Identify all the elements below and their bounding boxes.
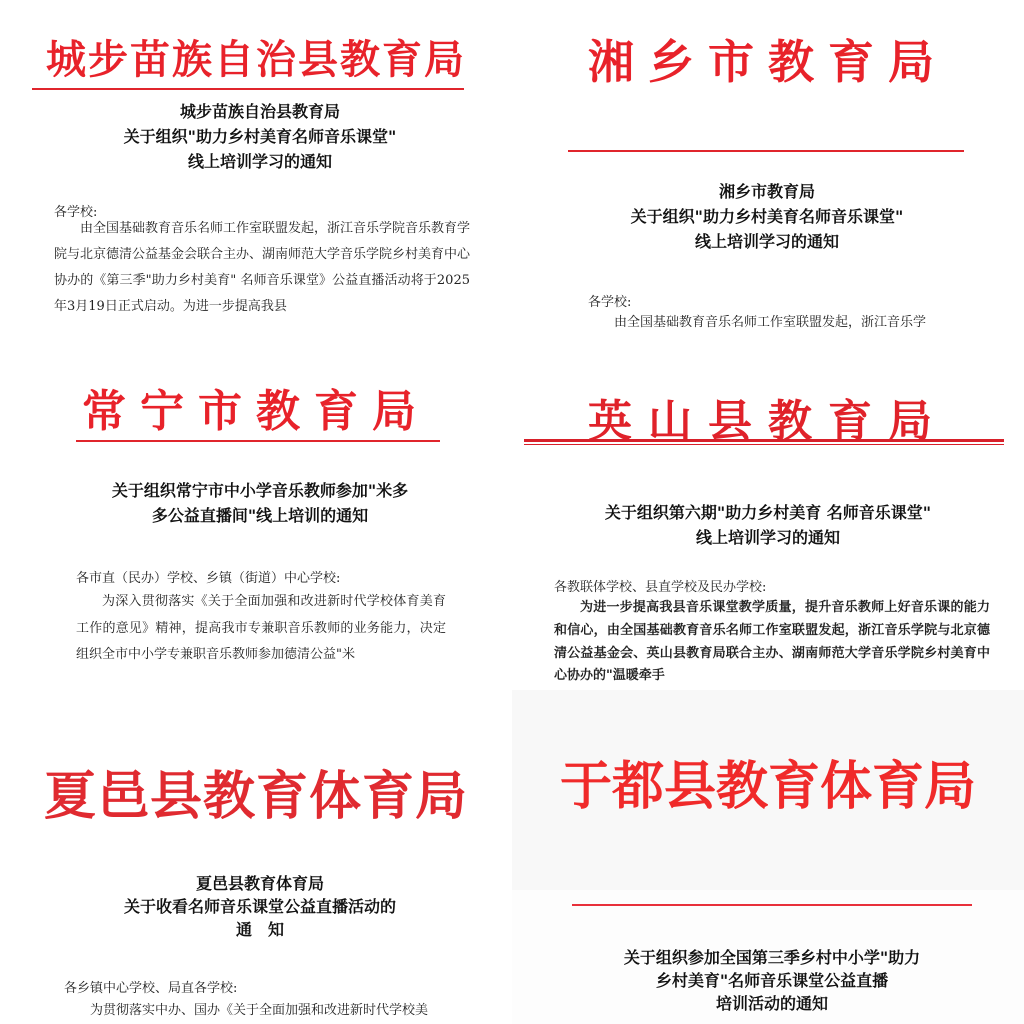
issuer-header: 城步苗族自治县教育局 (46, 36, 466, 83)
salutation: 各学校: (54, 205, 98, 220)
issuer-header: 于都县教育体育局 (559, 756, 976, 817)
salutation: 各教联体学校、县直学校及民办学校: (554, 580, 767, 595)
header-rule (32, 88, 464, 90)
notice-panel-yudu (512, 690, 1024, 1024)
notice-panel-xiayi (0, 690, 512, 1024)
notice-body: 为深入贯彻落实《关于全面加强和改进新时代学校体育美育工作的意见》精神，提高我市专兼职音乐教师的业务能力，决定组织全市中小学专兼职音乐教师参加德清公益"米 (76, 594, 446, 663)
salutation: 各市直（民办）学校、乡镇（街道）中心学校: (76, 571, 341, 586)
notice-title: 夏邑县教育体育局 关于收看名师音乐课堂公益直播活动的 通 知 (123, 874, 396, 940)
notice-body: 由全国基础教育音乐名师工作室联盟发起，浙江音乐学 (614, 315, 927, 330)
salutation: 各学校: (588, 295, 632, 310)
issuer-header: 常宁市教育局 (82, 386, 430, 437)
issuer-header: 夏邑县教育体育局 (43, 766, 468, 827)
notice-title: 湘乡市教育局 关于组织"助力乡村美育名师音乐课堂" 线上培训学习的通知 (630, 182, 904, 251)
notice-panel-yingshan (512, 345, 1024, 690)
notice-title: 关于组织参加全国第三季乡村中小学"助力 乡村美育"名师音乐课堂公益直播 培训活动的通知 (623, 948, 921, 1014)
header-rule (76, 440, 440, 442)
header-rule (572, 904, 972, 906)
notice-panel-xiangxiang (512, 0, 1024, 345)
notice-title: 城步苗族自治县教育局 关于组织"助力乡村美育名师音乐课堂" 线上培训学习的通知 (123, 102, 397, 171)
issuer-header: 英山县教育局 (588, 396, 948, 447)
issuer-header: 湘乡市教育局 (588, 35, 948, 89)
notice-title: 关于组织常宁市中小学音乐教师参加"米多 多公益直播间"线上培训的通知 (111, 481, 409, 525)
notice-body: 由全国基础教育音乐名师工作室联盟发起，浙江音乐学院音乐教育学院与北京德清公益基金会联合主办、湖南师范大学音乐学院乡村美育中心协办的《第三季"助力乡村美育" 名师音乐课堂》公益直播活动将于2025年3月19日正式启动。为进一步提高我县 (54, 221, 471, 314)
header-rule (568, 150, 964, 152)
salutation: 各乡镇中心学校、局直各学校: (64, 981, 238, 996)
notice-body: 为进一步提高我县音乐课堂教学质量，提升音乐教师上好音乐课的能力和信心，由全国基础教育音乐名师工作室联盟发起，浙江音乐学院与北京德清公益基金会、英山县教育局联合主办、湖南师范大学音乐学院乡村美育中心协办的"温暖牵手 (554, 600, 990, 684)
notice-panel-changning (0, 345, 512, 690)
notice-panel-chengbu (0, 0, 512, 345)
header-rule (524, 439, 1004, 445)
notice-body: 为贯彻落实中办、国办《关于全面加强和改进新时代学校美 (90, 1003, 429, 1018)
notice-title: 关于组织第六期"助力乡村美育 名师音乐课堂" 线上培训学习的通知 (604, 503, 932, 547)
